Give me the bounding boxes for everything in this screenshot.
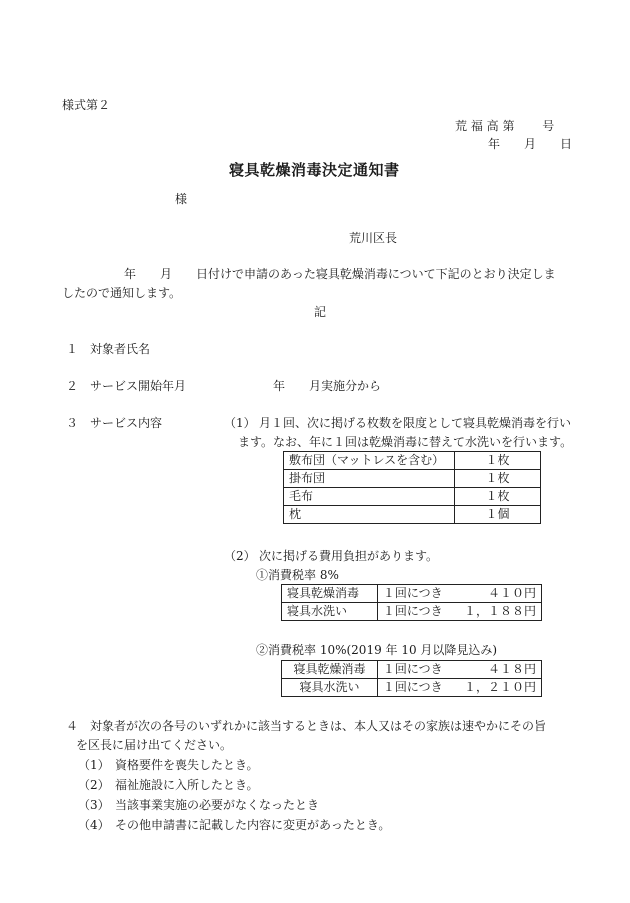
fee-price: ４１０円 bbox=[459, 585, 542, 603]
item-3-label: サービス内容 bbox=[90, 416, 163, 430]
bedding-qty: １枚 bbox=[455, 452, 541, 470]
bedding-qty: １個 bbox=[455, 506, 541, 524]
fee-unit: １回につき bbox=[377, 603, 459, 621]
addressee-sama: 様 bbox=[175, 192, 188, 206]
bedding-item: 敷布団（マットレスを含む） bbox=[284, 452, 455, 470]
item-1-label: 対象者氏名 bbox=[90, 342, 151, 356]
fee-price: １，２１０円 bbox=[459, 679, 542, 697]
fee-name: 寝具水洗い bbox=[282, 603, 378, 621]
sub-item-number: （1） bbox=[78, 758, 110, 772]
table-row bbox=[284, 452, 541, 470]
sub-item-number: （2） bbox=[78, 778, 110, 792]
table-row bbox=[284, 506, 541, 524]
table-row bbox=[282, 603, 542, 621]
bedding-item: 掛布団 bbox=[284, 470, 455, 488]
sub-item-text: 資格要件を喪失したとき。 bbox=[115, 758, 259, 772]
fee-table-8 bbox=[281, 584, 542, 621]
fee-name: 寝具乾燥消毒 bbox=[282, 585, 378, 603]
table-row bbox=[284, 488, 541, 506]
document-number: 荒 福 高 第 号 bbox=[455, 119, 555, 133]
fee-unit: １回につき bbox=[377, 661, 459, 679]
issue-date: 年 月 日 bbox=[488, 137, 573, 151]
tax-8-label: ①消費税率 8% bbox=[256, 568, 339, 582]
sub-item-text: その他申請書に記載した内容に変更があったとき。 bbox=[115, 818, 391, 832]
item-4-number: ４ bbox=[66, 719, 79, 733]
sender-name: 荒川区長 bbox=[349, 231, 398, 245]
document-title: 寝具乾燥消毒決定通知書 bbox=[229, 161, 400, 179]
fee-price: ４１８円 bbox=[459, 661, 542, 679]
fee-table-10 bbox=[281, 660, 542, 697]
fee-unit: １回につき bbox=[377, 585, 459, 603]
item-2-label: サービス開始年月 bbox=[90, 379, 187, 393]
table-row bbox=[282, 585, 542, 603]
bedding-table bbox=[283, 451, 541, 524]
item-3-number: ３ bbox=[66, 416, 79, 430]
fee-name: 寝具水洗い bbox=[282, 679, 378, 697]
sub-item-number: （3） bbox=[78, 798, 110, 812]
service-p1-line-2: ます。なお、年に１回は乾燥消毒に替えて水洗いを行います。 bbox=[238, 435, 573, 449]
service-p2-text: 次に掲げる費用負担があります。 bbox=[259, 549, 439, 563]
service-p1-line-1: 月１回、次に掲げる枚数を限度として寝具乾燥消毒を行い bbox=[259, 416, 572, 430]
table-row bbox=[282, 679, 542, 697]
intro-line-1: 年 月 日付けで申請のあった寝具乾燥消毒について下記のとおり決定しま bbox=[124, 267, 556, 281]
ki-heading: 記 bbox=[314, 305, 327, 319]
service-p2-number: （2） bbox=[224, 549, 256, 563]
item-4-line-1: 対象者が次の各号のいずれかに該当するときは、本人又はその家族は速やかにその旨 bbox=[90, 719, 547, 733]
item-2-number: ２ bbox=[66, 379, 79, 393]
item-1-number: １ bbox=[66, 342, 79, 356]
bedding-qty: １枚 bbox=[455, 470, 541, 488]
bedding-item: 枕 bbox=[284, 506, 455, 524]
table-row bbox=[282, 661, 542, 679]
fee-unit: １回につき bbox=[377, 679, 459, 697]
bedding-item: 毛布 bbox=[284, 488, 455, 506]
form-number: 様式第２ bbox=[62, 98, 111, 112]
sub-item-text: 福祉施設に入所したとき。 bbox=[115, 778, 259, 792]
fee-price: １，１８８円 bbox=[459, 603, 542, 621]
item-4-line-2: を区長に届け出てください。 bbox=[76, 738, 233, 752]
table-row bbox=[284, 470, 541, 488]
item-2-value: 年 月実施分から bbox=[273, 379, 382, 393]
fee-name: 寝具乾燥消毒 bbox=[282, 661, 378, 679]
sub-item-text: 当該事業実施の必要がなくなったとき bbox=[115, 798, 320, 812]
sub-item-number: （4） bbox=[78, 818, 110, 832]
bedding-qty: １枚 bbox=[455, 488, 541, 506]
service-p1-number: （1） bbox=[224, 416, 256, 430]
tax-10-label: ②消費税率 10%(2019 年 10 月以降見込み) bbox=[256, 643, 498, 657]
intro-line-2: したので通知します。 bbox=[62, 286, 182, 300]
